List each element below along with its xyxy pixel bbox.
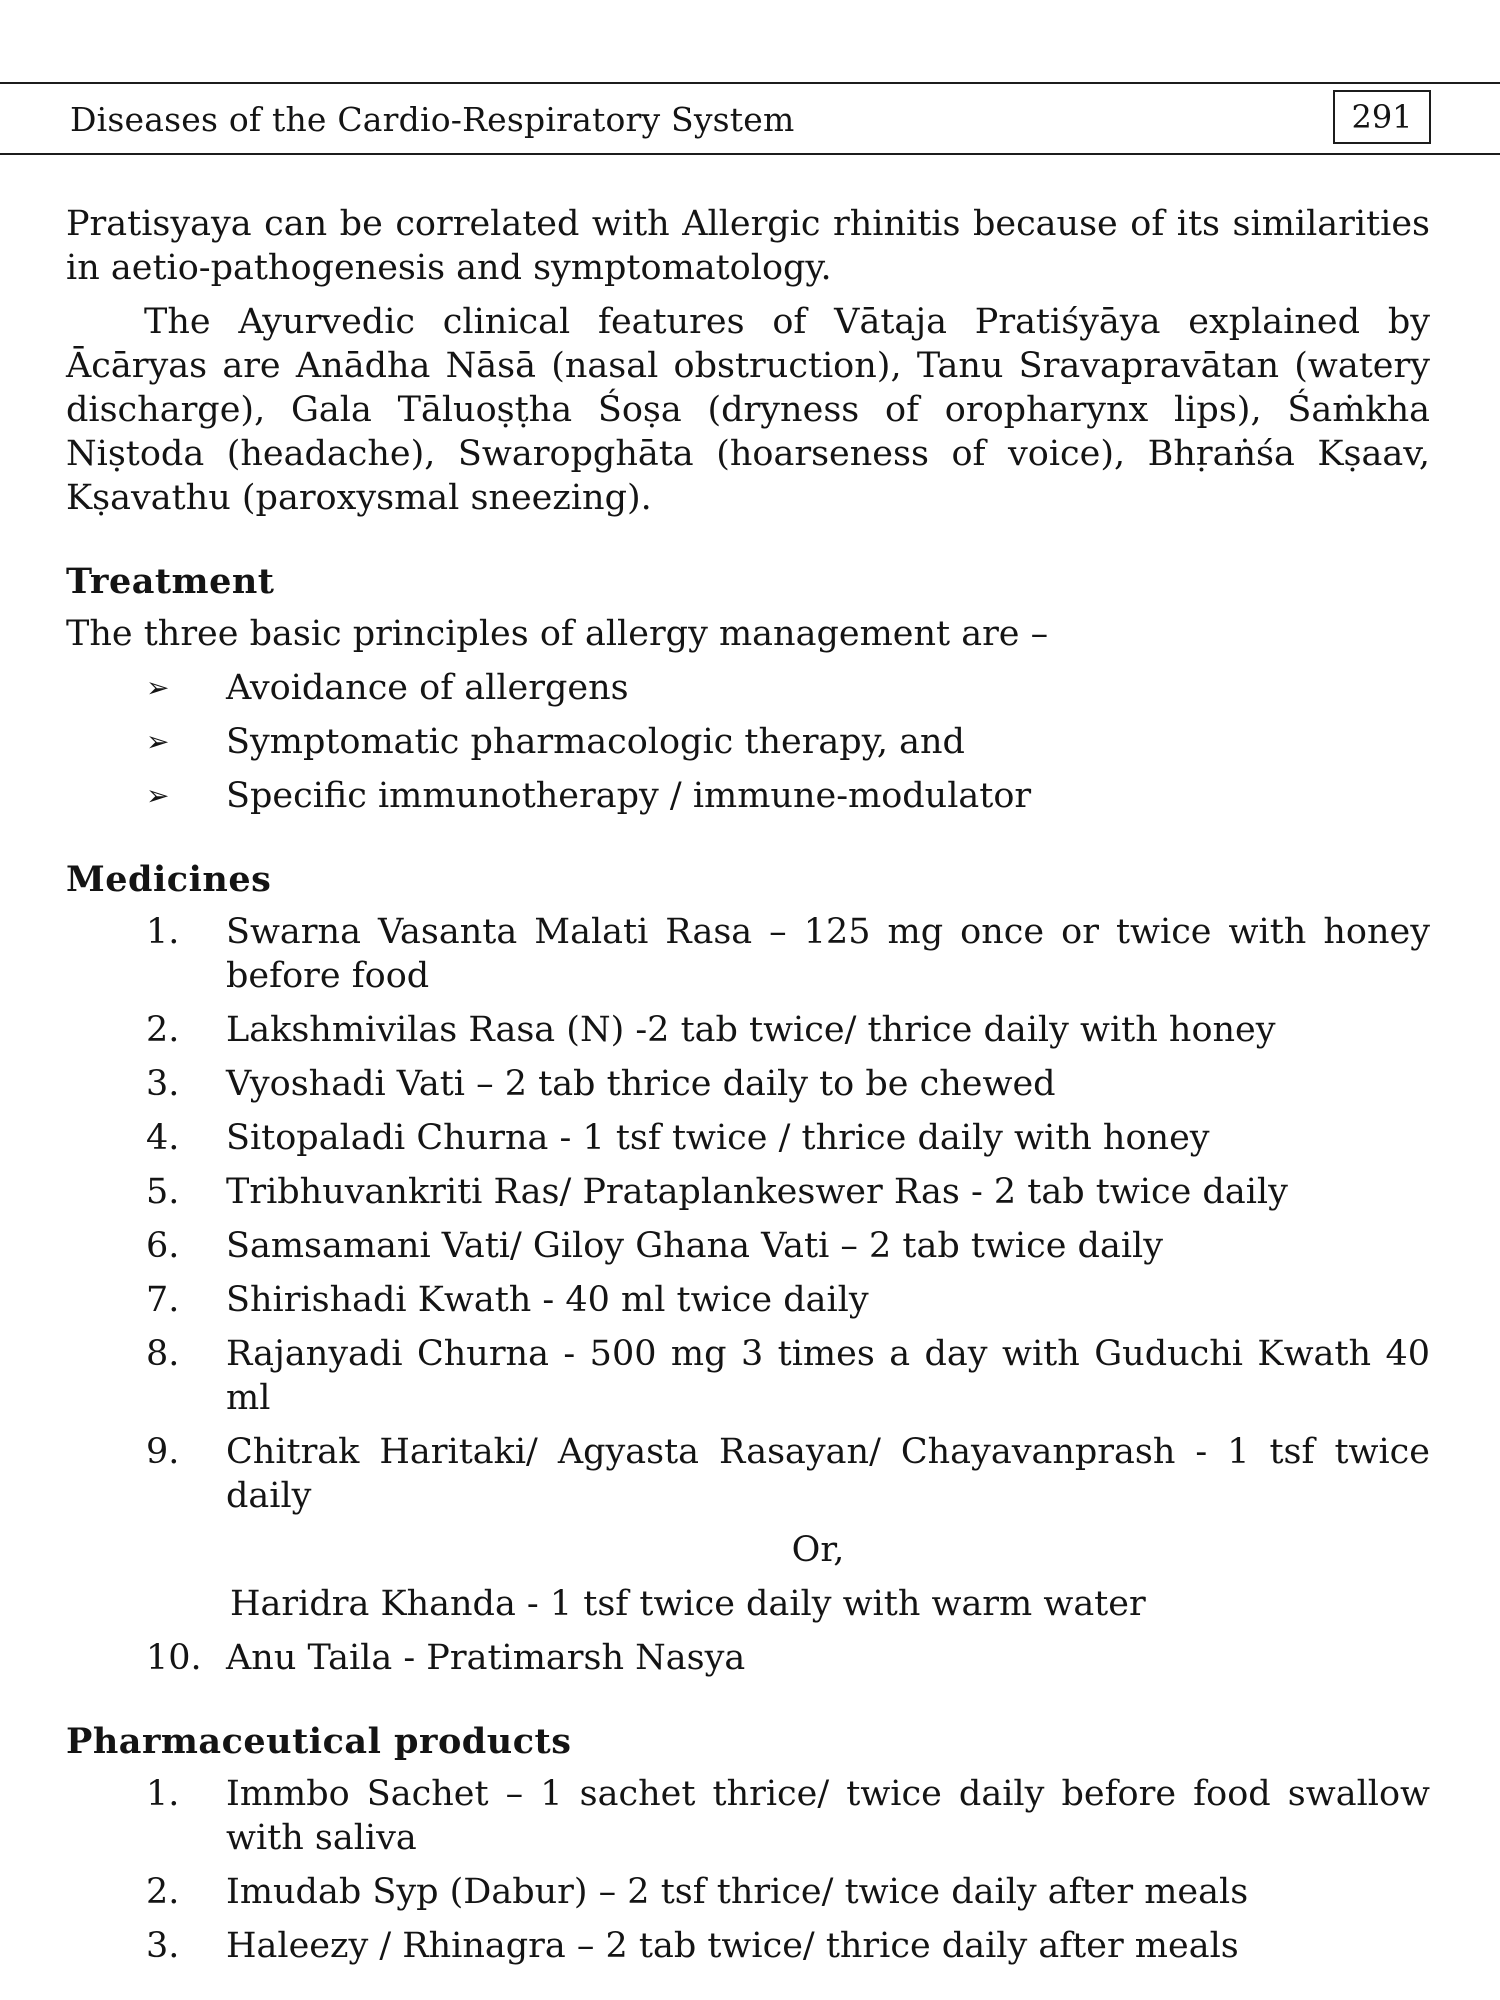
list-item [66,1772,1430,1860]
arrowhead-bullet-icon: ➢ [146,779,170,812]
item-text: Swarna Vasanta Malati Rasa – 125 mg once or twice with honey before food [226,912,1430,996]
list-item [66,720,1430,764]
item-text: Rajanyadi Churna - 500 mg 3 times a day with Guduchi Kwath 40 ml [226,1334,1430,1418]
item-text: Imudab Syp (Dabur) – 2 tsf thrice/ twice daily after meals [226,1872,1249,1912]
list-item [66,1430,1430,1518]
pharma-list [66,1772,1430,1968]
list-item [66,1636,1430,1680]
treatment-lead: The three basic principles of allergy management are – [66,614,1049,654]
arrowhead-bullet-icon: ➢ [146,725,170,758]
item-text: Immbo Sachet – 1 sachet thrice/ twice daily before food swallow with saliva [226,1774,1430,1858]
item-text: Haleezy / Rhinagra – 2 tab twice/ thrice daily after meals [226,1926,1239,1966]
item-text: Shirishadi Kwath - 40 ml twice daily [226,1280,869,1320]
item-number: 3. [146,1926,180,1966]
arrowhead-bullet-icon: ➢ [146,671,170,704]
medicines-list [66,910,1430,1518]
item-number: 2. [146,1872,180,1912]
list-item [66,1924,1430,1968]
item-number: 8. [146,1334,180,1374]
medicines-list-continued [66,1636,1430,1680]
medicines-heading: Medicines [66,859,272,900]
principle-text: Avoidance of allergens [226,668,629,708]
list-item [66,1008,1430,1052]
item-number: 1. [146,912,180,952]
page-number: 291 [1333,90,1431,144]
principle-text: Symptomatic pharmacologic therapy, and [226,722,965,762]
intro-paragraph: Pratisyaya can be correlated with Allergic rhinitis because of its similarities in aetio-pathogenesis and symptomatology. [66,204,1430,288]
item-number: 3. [146,1064,180,1104]
item-number: 9. [146,1432,180,1472]
item-text: Lakshmivilas Rasa (N) -2 tab twice/ thrice daily with honey [226,1010,1276,1050]
item-number: 10. [146,1638,202,1678]
item-text: Chitrak Haritaki/ Agyasta Rasayan/ Chayavanprash - 1 tsf twice daily [226,1432,1430,1516]
header-bottom-rule [0,153,1500,155]
item-number: 7. [146,1280,180,1320]
list-item [66,1278,1430,1322]
features-paragraph: The Ayurvedic clinical features of Vātaja Pratiśyāya explained by Ācāryas are Anādha Nāsā (nasal obstruction), Tanu Sravapravātan (watery discharge), Gala Tāluoṣṭha Śoṣa (dryness of oropharynx lips), Śaṁkha Niṣtoda (headache), Swaropghāta (hoarseness of voice), Bhṛaṅśa Kṣaav, Kṣavathu (paroxysmal sneezing). [66,302,1430,518]
item-number: 6. [146,1226,180,1266]
item-number: 5. [146,1172,180,1212]
principle-text: Specific immunotherapy / immune-modulator [226,776,1032,816]
item-number: 1. [146,1774,180,1814]
running-title: Diseases of the Cardio-Respiratory System [70,100,795,139]
item-text: Anu Taila - Pratimarsh Nasya [226,1638,746,1678]
alternative-medicine: Haridra Khanda - 1 tsf twice daily with warm water [230,1584,1146,1624]
list-item [66,774,1430,818]
pharma-heading: Pharmaceutical products [66,1721,572,1762]
list-item [66,1116,1430,1160]
item-number: 4. [146,1118,180,1158]
principles-list [66,666,1430,818]
treatment-heading: Treatment [66,561,275,602]
list-item [66,666,1430,710]
list-item [66,1062,1430,1106]
item-text: Samsamani Vati/ Giloy Ghana Vati – 2 tab twice daily [226,1226,1163,1266]
item-text: Sitopaladi Churna - 1 tsf twice / thrice daily with honey [226,1118,1210,1158]
item-number: 2. [146,1010,180,1050]
or-separator: Or, [791,1530,845,1570]
list-item [66,1332,1430,1420]
page-body [66,202,1430,1978]
item-text: Tribhuvankriti Ras/ Prataplankeswer Ras - 2 tab twice daily [226,1172,1288,1212]
list-item [66,1170,1430,1214]
item-text: Vyoshadi Vati – 2 tab thrice daily to be chewed [226,1064,1056,1104]
list-item [66,910,1430,998]
list-item [66,1224,1430,1268]
header-top-rule [0,82,1500,84]
list-item [66,1870,1430,1914]
